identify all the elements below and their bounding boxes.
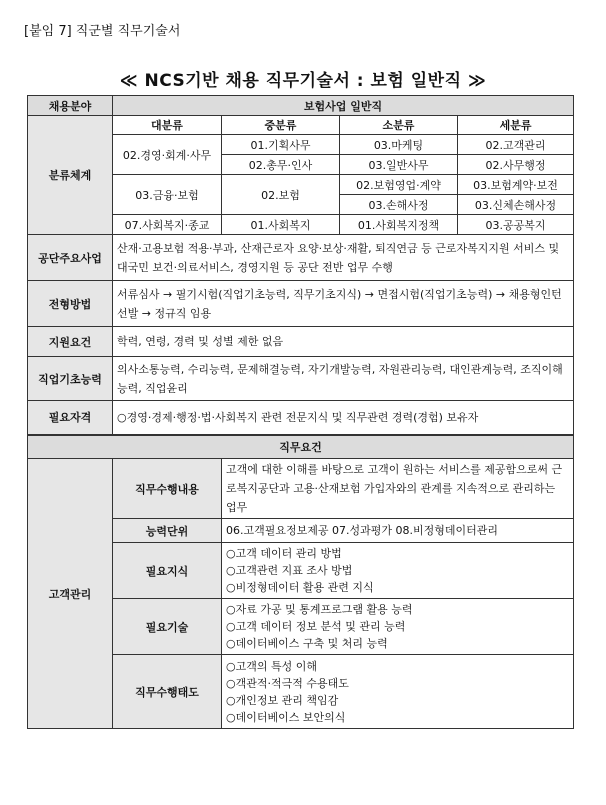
attitude-item: ○개인정보 관리 책임감 <box>226 693 339 707</box>
job-description-table <box>27 95 574 729</box>
major-category: 03.금융·보험 <box>113 175 222 215</box>
unit-text: 06.고객필요정보제공 07.성과평가 08.비정형데이터관리 <box>222 519 574 543</box>
section-text-basic-competency: 의사소통능력, 수리능력, 문제해결능력, 자기개발능력, 자원관리능력, 대인관계능력, 조직이해능력, 직업윤리 <box>113 357 574 401</box>
section-label-qualification: 필요자격 <box>28 401 113 435</box>
attitude-item: ○데이터베이스 보안의식 <box>226 710 346 724</box>
mid-category: 01.기획사무 <box>222 135 340 155</box>
small-category: 03.마케팅 <box>340 135 458 155</box>
attitude-list <box>222 655 574 729</box>
knowledge-item: ○고객관련 지표 조사 방법 <box>226 564 353 577</box>
section-label-selection: 전형방법 <box>28 281 113 327</box>
skill-item: ○자료 가공 및 통계프로그램 활용 능력 <box>226 603 413 616</box>
field-label: 채용분야 <box>28 96 113 116</box>
section-label-basic-competency: 직업기초능력 <box>28 357 113 401</box>
mid-category: 01.사회복지 <box>222 215 340 235</box>
section-label-requirements: 지원요건 <box>28 327 113 357</box>
col-major: 대분류 <box>113 116 222 135</box>
classification-label: 분류체계 <box>28 116 113 235</box>
major-category: 07.사회복지·종교 <box>113 215 222 235</box>
detail-category: 03.보험계약·보전 <box>458 175 574 195</box>
mid-category: 02.총무·인사 <box>222 155 340 175</box>
skill-list <box>222 599 574 655</box>
small-category: 03.일반사무 <box>340 155 458 175</box>
knowledge-item: ○고객 데이터 관리 방법 <box>226 547 342 560</box>
col-mid: 중분류 <box>222 116 340 135</box>
section-text-selection: 서류심사 → 필기시험(직업기초능력, 직무기초지식) → 면접시험(직업기초능력) → 채용형인턴 선발 → 정규직 임용 <box>113 281 574 327</box>
small-category: 03.손해사정 <box>340 195 458 215</box>
knowledge-label: 필요지식 <box>113 543 222 599</box>
detail-category: 02.사무행정 <box>458 155 574 175</box>
col-small: 소분류 <box>340 116 458 135</box>
document-title: ≪ NCS기반 채용 직무기술서 : 보험 일반직 ≫ <box>119 71 487 91</box>
job-requirements-header: 직무요건 <box>28 435 574 459</box>
section-text-qualification: ○경영·경제·행정·법·사회복지 관련 전문지식 및 직무관련 경력(경험) 보유자 <box>113 401 574 435</box>
skill-item: ○데이터베이스 구축 및 처리 능력 <box>226 637 388 650</box>
attitude-label: 직무수행태도 <box>113 655 222 729</box>
attachment-label: [붙임 7] 직군별 직무기술서 <box>24 24 181 39</box>
section-text-business: 산재·고용보험 적용·부과, 산재근로자 요양·보상·재활, 퇴직연금 등 근로자복지지원 서비스 및 대국민 보건·의료서비스, 경영지원 등 공단 전반 업무 수행 <box>113 235 574 281</box>
small-category: 01.사회복지정책 <box>340 215 458 235</box>
job-group-label: 고객관리 <box>28 459 113 729</box>
duty-label: 직무수행내용 <box>113 459 222 519</box>
attitude-item: ○고객의 특성 이해 <box>226 659 317 673</box>
mid-category: 02.보험 <box>222 175 340 215</box>
small-category: 02.보험영업·계약 <box>340 175 458 195</box>
duty-text: 고객에 대한 이해를 바탕으로 고객이 원하는 서비스를 제공함으로써 근로복지공단과 고용·산재보험 가입자와의 관계를 지속적으로 관리하는 업무 <box>222 459 574 519</box>
major-category: 02.경영·회계·사무 <box>113 135 222 175</box>
field-value: 보험사업 일반직 <box>113 96 574 116</box>
detail-category: 02.고객관리 <box>458 135 574 155</box>
knowledge-list <box>222 543 574 599</box>
detail-category: 03.공공복지 <box>458 215 574 235</box>
skill-label: 필요기술 <box>113 599 222 655</box>
skill-item: ○고객 데이터 정보 분석 및 관리 능력 <box>226 620 406 633</box>
detail-category: 03.신체손해사정 <box>458 195 574 215</box>
section-label-business: 공단주요사업 <box>28 235 113 281</box>
attitude-item: ○객관적·적극적 수용태도 <box>226 676 349 690</box>
knowledge-item: ○비정형데이터 활용 관련 지식 <box>226 581 374 594</box>
col-detail: 세분류 <box>458 116 574 135</box>
unit-label: 능력단위 <box>113 519 222 543</box>
section-text-requirements: 학력, 연령, 경력 및 성별 제한 없음 <box>113 327 574 357</box>
